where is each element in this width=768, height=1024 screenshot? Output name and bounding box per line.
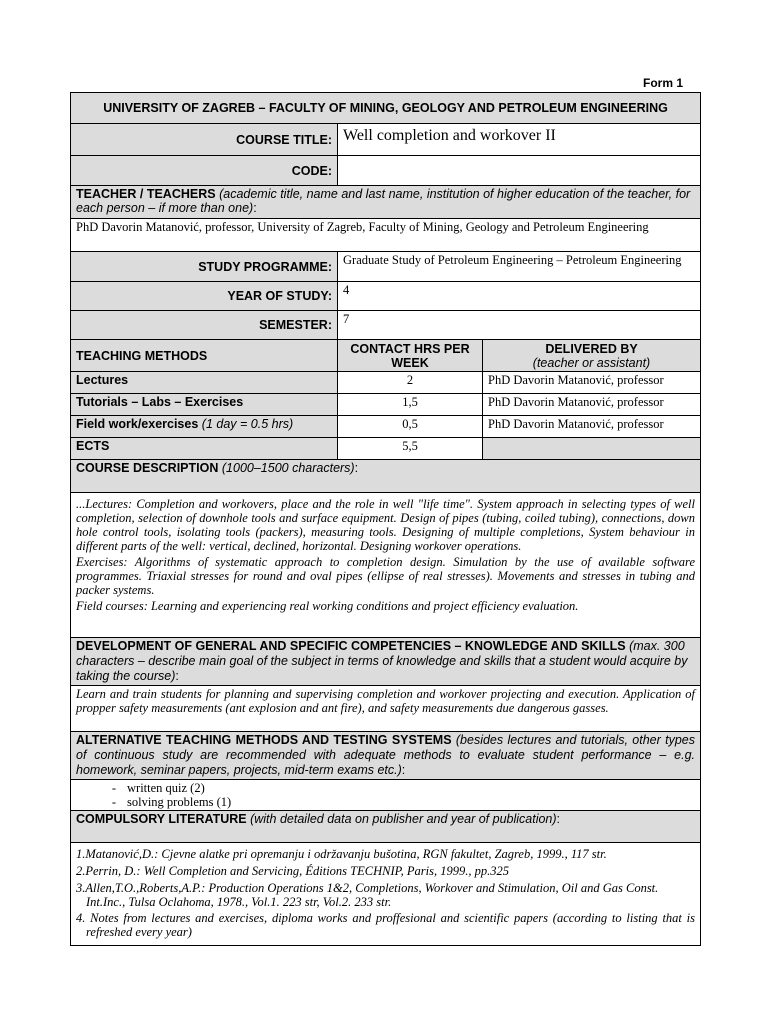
form-number-label: Form 1 [643, 76, 684, 90]
literature-item: 1.Matanović,D.: Cjevne alatke pri opremanju i održavanju bušotina, RGN fakultet, Zagreb, 1999., 117 str. [76, 847, 607, 861]
bullet-dash: - [111, 795, 117, 809]
literature-item: 2.Perrin, D.: Well Completion and Servicing, Éditions TECHNIP, Paris, 1999., pp.325 [76, 864, 509, 878]
teaching-method-row [71, 438, 701, 460]
description-exercises: Exercises: Algorithms of systematic approach to completion design. Simulation by the use of available software programmes. Triaxial stresses for round and oval pipes (ellipse of real stresses). Movements and stresses in tubing and packer systems. [76, 555, 696, 597]
teachers-value: PhD Davorin Matanović, professor, University of Zagreb, Faculty of Mining, Geology and Petroleum Engineering [71, 219, 701, 252]
alternative-methods-note: (besides lectures and tutorials, other types of continuous study are recommended with adequate methods to evaluate student performance – e.g. homework, seminar papers, projects, mid-term exams etc.) [76, 733, 696, 777]
competencies-body-row [71, 686, 701, 732]
course-title-label: COURSE TITLE: [71, 124, 338, 156]
bullet-dash: - [111, 781, 117, 795]
testing-method-problems: solving problems (1) [127, 795, 232, 809]
header-row [71, 93, 701, 124]
semester-label: SEMESTER: [71, 311, 338, 340]
code-row [71, 156, 701, 186]
literature-header [71, 811, 701, 843]
course-title-row [71, 124, 701, 156]
year-of-study-value: 4 [338, 282, 701, 311]
competencies-header-row [71, 638, 701, 686]
alternative-methods-header [71, 732, 701, 780]
teaching-methods-header-row [71, 340, 701, 372]
semester-row [71, 311, 701, 340]
alternative-methods-body [71, 780, 701, 811]
alternative-methods-suffix: : [401, 763, 406, 777]
course-description-body [71, 493, 701, 638]
course-description-body-row [71, 493, 701, 638]
delivered-by-note: (teacher or assistant) [532, 355, 651, 370]
alternative-methods-body-row [71, 780, 701, 811]
competencies-header [71, 638, 701, 686]
course-title-value: Well completion and workover II [338, 124, 701, 156]
delivered-tutorials: PhD Davorin Matanović, professor [483, 394, 701, 416]
year-of-study-row [71, 282, 701, 311]
teaching-method-row [71, 372, 701, 394]
teachers-header-row [71, 186, 701, 219]
literature-note: (with detailed data on publisher and year of publication) [250, 812, 557, 826]
delivered-by-label: DELIVERED BY [545, 341, 638, 356]
course-description-suffix: : [354, 461, 359, 475]
study-programme-row [71, 252, 701, 282]
teachers-suffix: : [253, 201, 257, 215]
method-field-work-cell [71, 416, 338, 438]
course-form-table [70, 92, 701, 946]
description-field-courses: Field courses: Learning and experiencing real working conditions and project efficiency evaluation. [76, 599, 579, 613]
ects-value: 5,5 [338, 438, 483, 460]
course-description-label: COURSE DESCRIPTION [76, 461, 219, 475]
year-of-study-label: YEAR OF STUDY: [71, 282, 338, 311]
study-programme-label: STUDY PROGRAMME: [71, 252, 338, 282]
study-programme-value: Graduate Study of Petroleum Engineering – Petroleum Engineering [338, 252, 701, 282]
delivered-field-work: PhD Davorin Matanović, professor [483, 416, 701, 438]
course-description-note: (1000–1500 characters) [221, 461, 355, 475]
ects-delivered [483, 438, 701, 460]
teaching-method-row [71, 394, 701, 416]
method-field-work-note: (1 day = 0.5 hrs) [201, 417, 294, 431]
teachers-label: TEACHER / TEACHERS [76, 187, 216, 201]
hours-tutorials: 1,5 [338, 394, 483, 416]
literature-suffix: : [556, 812, 561, 826]
literature-item: 3.Allen,T.O.,Roberts,A.P.: Production Operations 1&2, Completions, Workover and Stimulation, Oil and Gas Const. Int.Inc., Tulsa Oclahoma, 1978., Vol.1. 223 str, Vol.2. 233 str. [76, 881, 659, 909]
contact-hours-header: CONTACT HRS PER WEEK [338, 340, 483, 372]
literature-item: 4. Notes from lectures and exercises, diploma works and proffesional and scientific papers (according to listing that is refreshed every year) [76, 911, 696, 939]
list-item [111, 795, 695, 809]
teaching-methods-label: TEACHING METHODS [71, 340, 338, 372]
alternative-methods-header-row [71, 732, 701, 780]
alternative-methods-label: ALTERNATIVE TEACHING METHODS AND TESTING SYSTEMS [76, 733, 452, 747]
university-header: UNIVERSITY OF ZAGREB – FACULTY OF MINING, GEOLOGY AND PETROLEUM ENGINEERING [71, 93, 701, 124]
semester-value: 7 [338, 311, 701, 340]
literature-label: COMPULSORY LITERATURE [76, 812, 247, 826]
teachers-header [71, 186, 701, 219]
course-description-header-row [71, 460, 701, 493]
hours-lectures: 2 [338, 372, 483, 394]
method-tutorials: Tutorials – Labs – Exercises [71, 394, 338, 416]
course-description-header [71, 460, 701, 493]
delivered-by-header [483, 340, 701, 372]
competencies-suffix: : [175, 669, 179, 683]
competencies-body: Learn and train students for planning and supervising completion and workover projecting and execution. Application of propper safety measurements (ant explosion and ant fire), and safety measurements due dangerous gasses. [71, 686, 701, 732]
teaching-method-row [71, 416, 701, 438]
testing-methods-list [101, 781, 695, 809]
literature-body-row [71, 843, 701, 946]
method-field-work: Field work/exercises [76, 417, 199, 431]
literature-body [71, 843, 701, 946]
delivered-lectures: PhD Davorin Matanović, professor [483, 372, 701, 394]
list-item [111, 781, 695, 795]
teachers-value-row [71, 219, 701, 252]
competencies-note: (max. 300 characters – describe main goal of the subject in terms of knowledge and skills that a student would acquire by taking the course) [76, 639, 688, 683]
method-ects: ECTS [71, 438, 338, 460]
code-value [338, 156, 701, 186]
testing-method-quiz: written quiz (2) [127, 781, 205, 795]
competencies-label: DEVELOPMENT OF GENERAL AND SPECIFIC COMPETENCIES – KNOWLEDGE AND SKILLS [76, 639, 626, 653]
code-label: CODE: [71, 156, 338, 186]
hours-field-work: 0,5 [338, 416, 483, 438]
method-lectures: Lectures [71, 372, 338, 394]
literature-header-row [71, 811, 701, 843]
teachers-note: (academic title, name and last name, institution of higher education of the teacher, for each person – if more than one) [76, 187, 691, 215]
description-lectures: ...Lectures: Completion and workovers, place and the role in well "life time". System approach in selecting types of well completion, selection of downhole tools and surface equipment. Design of pipes (tubing, coiled tubing), connections, down hole control tools, isolating tools (packers), measuring tools. Designing of multiple completions, System behaviour in different parts of the well: vertical, declined, horizontal. Designing workover operations. [76, 497, 696, 553]
